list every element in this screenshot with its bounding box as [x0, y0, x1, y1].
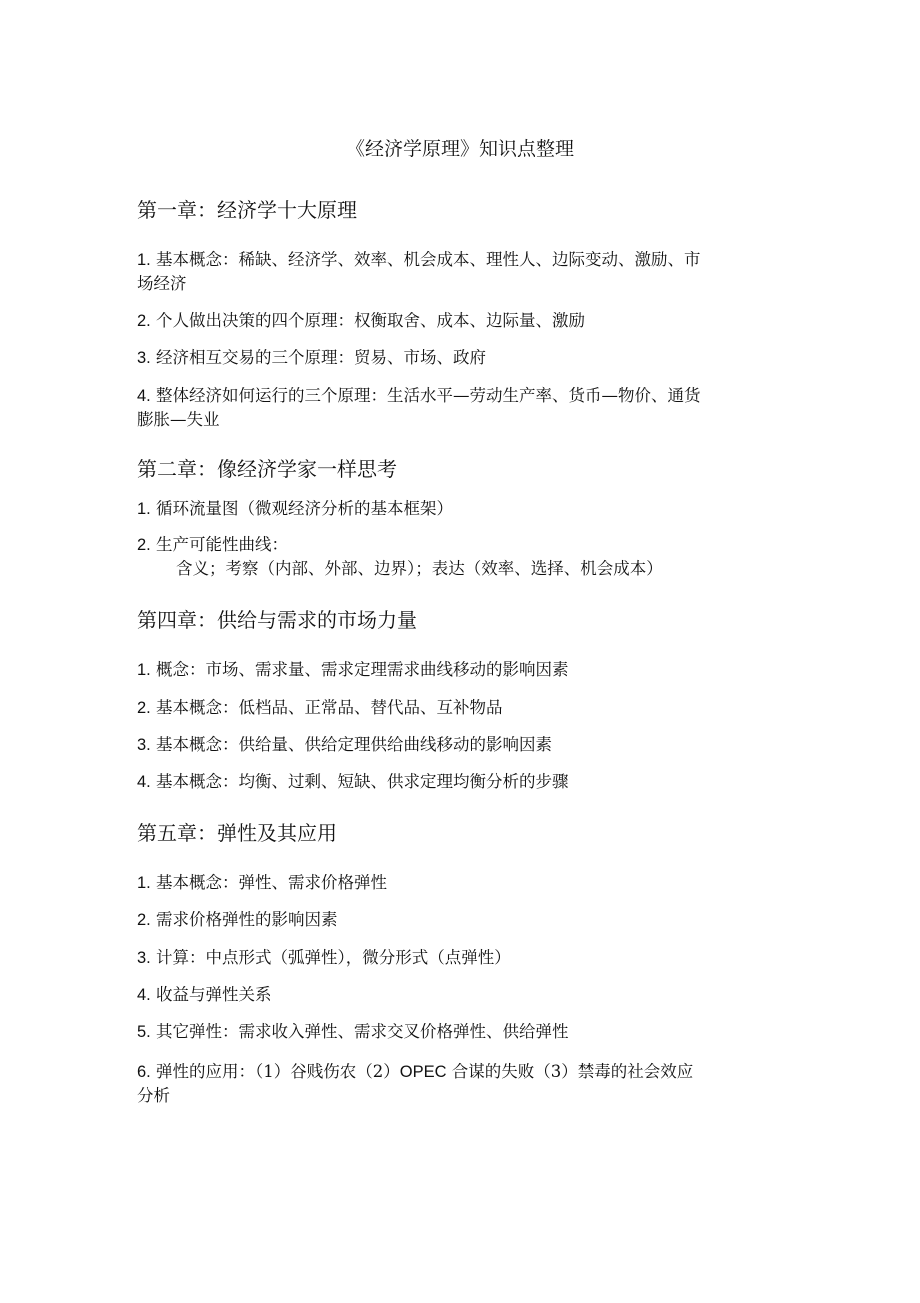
item-text: 生产可能性曲线：: [156, 535, 289, 554]
item-number: 6.: [137, 1063, 151, 1081]
item-text: 基本概念：弹性、需求价格弹性: [156, 873, 388, 892]
chapter-5-item-5: [137, 1020, 767, 1044]
document-title: 《经济学原理》知识点整理: [345, 138, 574, 160]
chapter-1-item-1-continuation: 场经济: [137, 274, 187, 293]
chapter-4-item-1: [137, 658, 767, 682]
chapter-1-item-4-continuation: 膨胀—失业: [137, 410, 220, 429]
item-text: 基本概念：供给量、供给定理供给曲线移动的影响因素: [156, 735, 553, 754]
item-text: 计算：中点形式（弧弹性），微分形式（点弹性）: [156, 948, 511, 967]
item-number: 4.: [137, 773, 151, 791]
item-text: 概念：市场、需求量、需求定理需求曲线移动的影响因素: [156, 660, 569, 679]
item-number: 2.: [137, 312, 151, 330]
chapter-1-item-1: [137, 248, 767, 272]
chapter-2-item-1: [137, 497, 767, 521]
chapter-2-heading: 第二章：像经济学家一样思考: [137, 457, 397, 481]
item-text: 需求价格弹性的影响因素: [156, 910, 338, 929]
item-text: 收益与弹性关系: [156, 985, 272, 1004]
chapter-4-item-4: [137, 770, 767, 794]
item-text: 合谋的失败（3）禁毒的社会效应: [451, 1062, 694, 1081]
chapter-5-item-2: [137, 908, 767, 932]
chapter-1-heading: 第一章：经济学十大原理: [137, 198, 357, 222]
item-text: 基本概念：均衡、过剩、短缺、供求定理均衡分析的步骤: [156, 772, 569, 791]
chapter-2-item-2: [137, 533, 767, 557]
item-number: 3.: [137, 736, 151, 754]
chapter-5-heading: 第五章：弹性及其应用: [137, 821, 337, 845]
chapter-5-item-6: [137, 1060, 767, 1084]
chapter-5-item-4: [137, 983, 767, 1007]
item-number: 1.: [137, 500, 151, 518]
item-text: 基本概念：低档品、正常品、替代品、互补物品: [156, 698, 503, 717]
item-text: 基本概念：稀缺、经济学、效率、机会成本、理性人、边际变动、激励、市: [156, 250, 701, 269]
item-number: 2.: [137, 536, 151, 554]
item-number: 2.: [137, 699, 151, 717]
item-number: 2.: [137, 911, 151, 929]
chapter-4-item-2: [137, 696, 767, 720]
item-text: 循环流量图（微观经济分析的基本框架）: [156, 499, 454, 518]
item-text: 整体经济如何运行的三个原理：生活水平—劳动生产率、货币—物价、通货: [156, 386, 701, 405]
item-number: 3.: [137, 949, 151, 967]
item-number: 3.: [137, 349, 151, 367]
item-number: 1.: [137, 251, 151, 269]
chapter-1-item-2: [137, 309, 767, 333]
item-text-latin: OPEC: [399, 1063, 447, 1081]
chapter-4-item-3: [137, 733, 767, 757]
item-number: 1.: [137, 661, 151, 679]
chapter-5-item-3: [137, 946, 767, 970]
chapter-4-heading: 第四章：供给与需求的市场力量: [137, 608, 417, 632]
item-number: 1.: [137, 874, 151, 892]
chapter-5-item-6-continuation: 分析: [137, 1086, 170, 1105]
item-text: 弹性的应用：（1）谷贱伤农（2）: [156, 1062, 400, 1081]
item-text: 其它弹性：需求收入弹性、需求交叉价格弹性、供给弹性: [156, 1022, 569, 1041]
item-number: 4.: [137, 986, 151, 1004]
chapter-1-item-4: [137, 384, 767, 408]
chapter-1-item-3: [137, 346, 767, 370]
chapter-5-item-1: [137, 871, 767, 895]
item-text: 个人做出决策的四个原理：权衡取舍、成本、边际量、激励: [156, 311, 586, 330]
item-number: 4.: [137, 387, 151, 405]
item-number: 5.: [137, 1023, 151, 1041]
item-text: 经济相互交易的三个原理：贸易、市场、政府: [156, 348, 487, 367]
chapter-2-item-2-detail: 含义；考察（内部、外部、边界）；表达（效率、选择、机会成本）: [176, 559, 663, 578]
